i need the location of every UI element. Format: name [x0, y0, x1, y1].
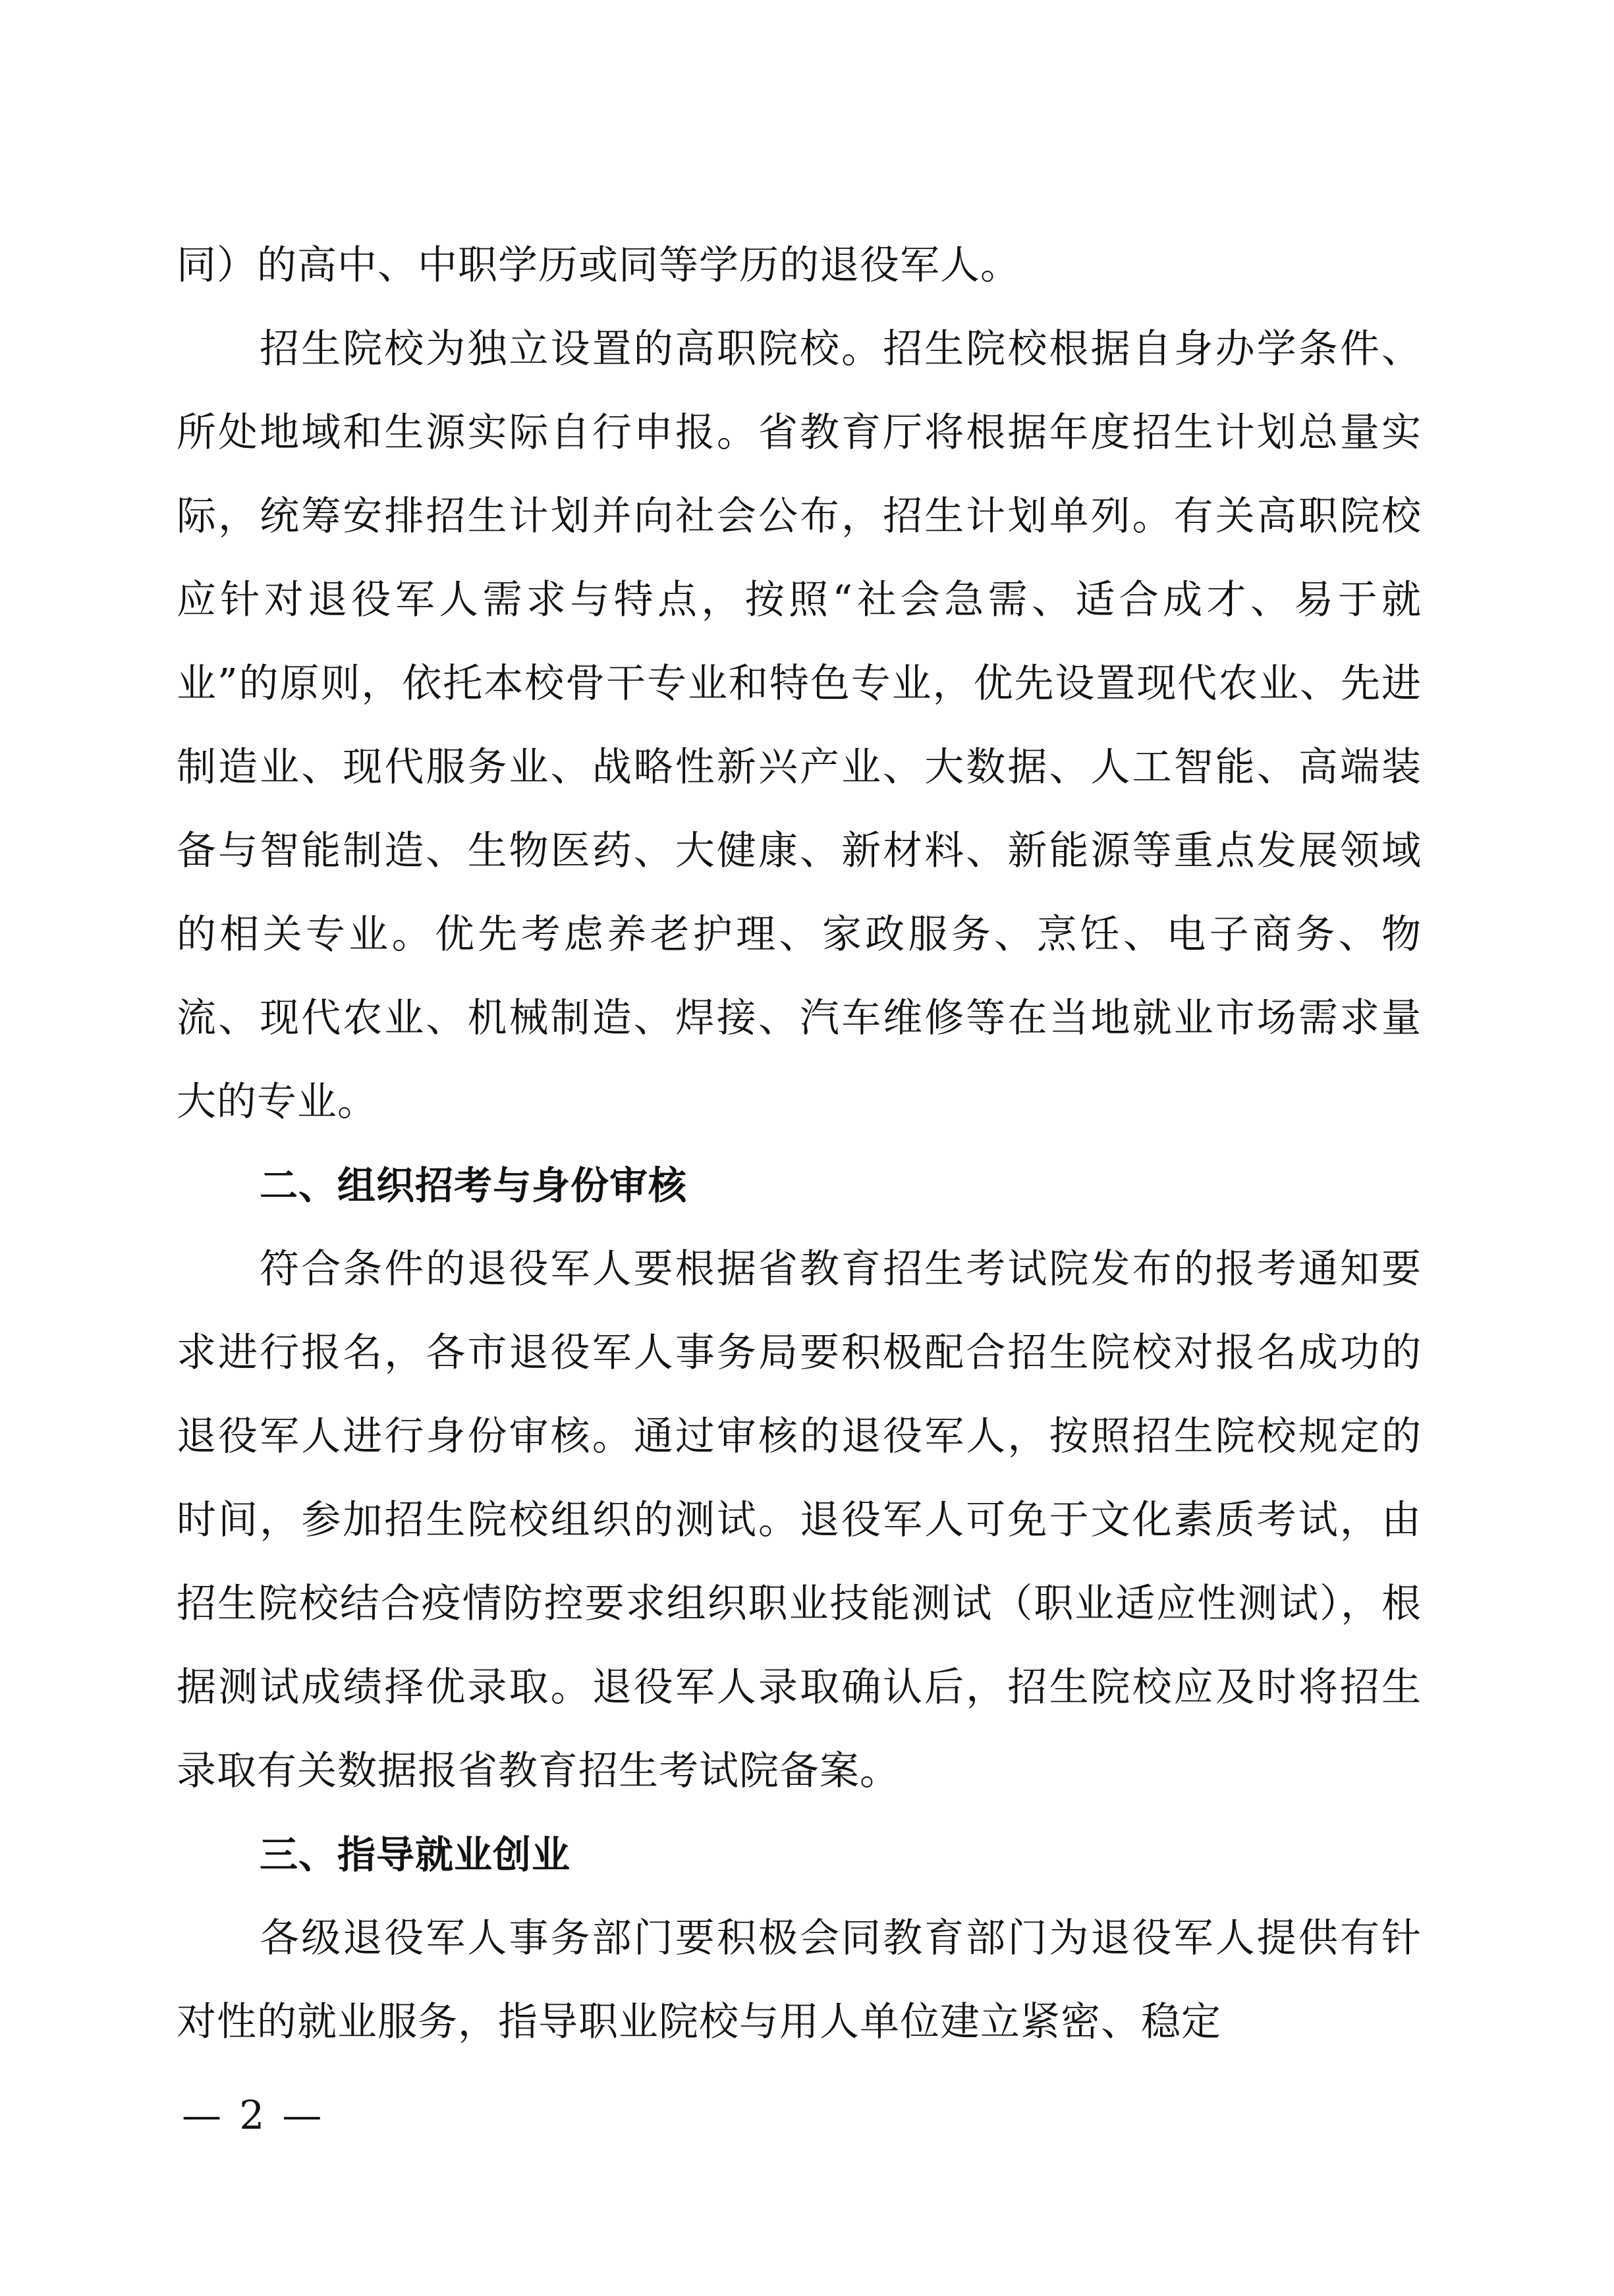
paragraph-enrollment-institutions: 招生院校为独立设置的高职院校。招生院校根据自身办学条件、所处地域和生源实际自行申报。省教育厅将根据年度招生计划总量实际，统筹安排招生计划并向社会公布，招生计划单列。有关高职院校应针对退役军人需求与特点，按照“社会急需、适合成才、易于就业”的原则，依托本校骨干专业和特色专业，优先设置现代农业、先进制造业、现代服务业、战略性新兴产业、大数据、人工智能、高端装备与智能制造、生物医药、大健康、新材料、新能源等重点发展领域的相关专业。优先考虑养老护理、家政服务、烹饪、电子商务、物流、现代农业、机械制造、焊接、汽车维修等在当地就业市场需求量大的专业。	[177, 326, 1422, 1125]
paragraph-employment-services: 各级退役军人事务部门要积极会同教育部门为退役军人提供有针对性的就业服务，指导职业院校与用人单位建立紧密、稳定	[177, 1915, 1422, 2045]
document-body	[177, 224, 1422, 2064]
page-number: — 2 —	[182, 2092, 325, 2139]
paragraph-registration-review: 符合条件的退役军人要根据省教育招生考试院发布的报考通知要求进行报名，各市退役军人事务局要积极配合招生院校对报名成功的退役军人进行身份审核。通过审核的退役军人，按照招生院校规定的时间，参加招生院校组织的测试。退役军人可免于文化素质考试，由招生院校结合疫情防控要求组织职业技能测试（职业适应性测试），根据测试成绩择优录取。退役军人录取确认后，招生院校应及时将招生录取有关数据报省教育招生考试院备案。	[177, 1246, 1422, 1794]
section-heading-employment-guidance: 三、指导就业创业	[260, 1832, 571, 1877]
paragraph-continuation: 同）的高中、中职学历或同等学历的退役军人。	[177, 242, 1020, 288]
section-heading-organize-exam: 二、组织招考与身份审核	[260, 1163, 688, 1208]
